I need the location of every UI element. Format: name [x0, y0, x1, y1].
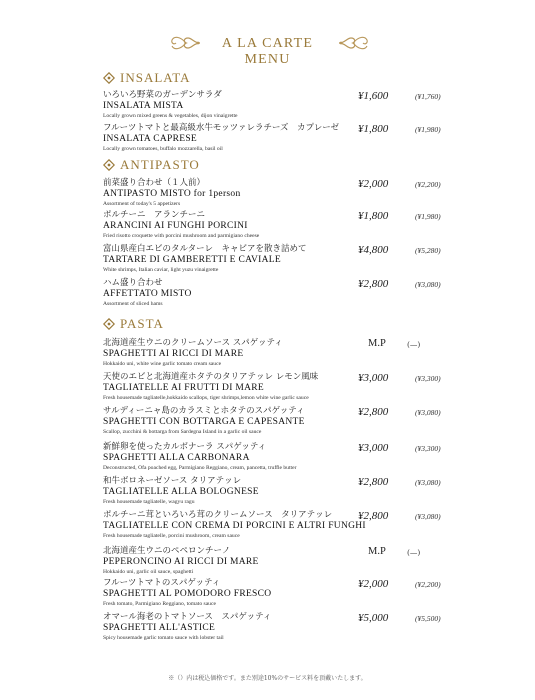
- item-name-japanese: ポルチーニ茸といろいろ茸のクリームソース タリアテッレ: [103, 510, 333, 520]
- item-price: ¥2,800: [358, 406, 389, 418]
- item-description: Fried risotto croquette with porcini mushroom and parmigiano cheese: [103, 233, 260, 239]
- market-price-tax: (—): [407, 548, 421, 557]
- item-description: Fresh housemade tagliatelle, porcini mushroom, cream sauce: [103, 533, 240, 539]
- item-name: TAGLIATELLE CON CREMA DI PORCINI E ALTRI FUNGHI: [103, 521, 366, 531]
- menu-item: [103, 612, 463, 642]
- item-description: Deconstructed, Ofa poached egg, Parmigiano Reggiano, cream, pancetta, truffle butter: [103, 465, 297, 471]
- item-price-with-tax: (¥3,300): [415, 444, 441, 453]
- menu-item: [103, 510, 463, 540]
- item-name-japanese: オマール海老のトマトソース スパゲッティ: [103, 612, 272, 622]
- item-name-japanese: 前菜盛り合わせ（１人前）: [103, 178, 206, 188]
- page-title: A LA CARTE MENU: [221, 36, 314, 67]
- item-price-with-tax: (¥3,080): [415, 408, 441, 417]
- menu-item: [103, 178, 463, 208]
- item-name: TARTARE DI GAMBERETTI E CAVIALE: [103, 255, 282, 265]
- menu-item: [103, 338, 463, 368]
- item-price: ¥5,000: [358, 612, 389, 624]
- item-description: Locally grown tomatoes, buffalo mozzarella, basil oil: [103, 146, 223, 152]
- item-description: Hokkaido uni, garlic oil sauce, spaghetti: [103, 569, 194, 575]
- item-name-japanese: 天使のエビと北海道産ホタテのタリアテッレ レモン風味: [103, 372, 319, 382]
- item-name: SPAGHETTI ALLA CARBONARA: [103, 453, 250, 463]
- section-title: PASTA: [120, 316, 164, 331]
- item-name-japanese: 北海道産生ウニのペペロンチーノ: [103, 546, 231, 556]
- item-name: SPAGHETTI AI RICCI DI MARE: [103, 349, 244, 359]
- item-name-japanese: 富山県産白エビのタルターレ キャビアを散き詰めて: [103, 244, 307, 254]
- item-price: ¥4,800: [358, 244, 389, 256]
- item-price: ¥2,000: [358, 178, 389, 190]
- item-price: ¥2,800: [358, 278, 389, 290]
- menu-item: [103, 244, 463, 274]
- item-price-with-tax: (¥5,280): [415, 246, 441, 255]
- item-price: ¥3,000: [358, 372, 389, 384]
- menu-item: [103, 406, 463, 436]
- menu-item: [103, 123, 463, 153]
- item-name-japanese: フルーツトマトと最高級水牛モッツァレラチーズ カプレーゼ: [103, 123, 340, 133]
- item-name: AFFETTATO MISTO: [103, 289, 192, 299]
- item-name: SPAGHETTI ALL'ASTICE: [103, 623, 216, 633]
- item-name: ARANCINI AI FUNGHI PORCINI: [103, 221, 248, 231]
- item-price-with-tax: (¥5,500): [415, 614, 441, 623]
- item-description: White shrimps, Italian caviar, light yuzu vinaigrette: [103, 267, 219, 273]
- item-name-japanese: 北海道産生ウニのクリームソース スパゲッティ: [103, 338, 283, 348]
- item-name: INSALATA CAPRESE: [103, 134, 198, 144]
- item-price: ¥1,600: [358, 90, 389, 102]
- menu-item: [103, 372, 463, 402]
- item-name: SPAGHETTI CON BOTTARGA E CAPESANTE: [103, 417, 305, 427]
- item-name: SPAGHETTI AL POMODORO FRESCO: [103, 589, 272, 599]
- item-name: INSALATA MISTA: [103, 101, 184, 111]
- item-name-japanese: 新鮮卵を使ったカルボナーラ スパゲッティ: [103, 442, 267, 452]
- item-name-japanese: 和牛ボロネーゼソース タリアテッレ: [103, 476, 242, 486]
- item-price-with-tax: (¥1,980): [415, 212, 441, 221]
- diamond-ornament-icon: [103, 318, 115, 330]
- section-title: INSALATA: [120, 70, 191, 85]
- menu-item: [103, 278, 463, 308]
- right-ornament-icon: [337, 32, 371, 54]
- item-description: Scallop, zucchini & bottarga from Sardegna Island in a garlic oil sauce: [103, 429, 262, 435]
- item-name-japanese: サルディーニャ島のカラスミとホタテのスパゲッティ: [103, 406, 305, 416]
- market-price-tax: (—): [407, 340, 421, 349]
- section-title: ANTIPASTO: [120, 157, 200, 172]
- item-description: Hokkaido uni, white wine garlic tomato cream sauce: [103, 361, 222, 367]
- item-name-japanese: フルーツトマトのスパゲッティ: [103, 578, 221, 588]
- item-description: Fresh tomato, Parmigiano Reggiano, tomato sauce: [103, 601, 216, 607]
- item-price-with-tax: (¥1,760): [415, 92, 441, 101]
- item-price-with-tax: (¥3,300): [415, 374, 441, 383]
- diamond-ornament-icon: [103, 72, 115, 84]
- item-description: Assortment of today's 5 appetizers: [103, 201, 181, 207]
- item-price-with-tax: (¥2,200): [415, 580, 441, 589]
- menu-item: [103, 442, 463, 472]
- item-description: Fresh housemade tagliatelle,hokkaido scallops, tiger shrimps,lemon white wine garlic sauce: [103, 395, 309, 401]
- item-price: ¥2,800: [358, 510, 389, 522]
- menu-item: [103, 578, 463, 608]
- item-description: Spicy housemade garlic tomato sauce with lobster tail: [103, 635, 224, 641]
- item-price: ¥1,800: [358, 210, 389, 222]
- item-price: ¥2,800: [358, 476, 389, 488]
- item-price: ¥3,000: [358, 442, 389, 454]
- item-price: ¥1,800: [358, 123, 389, 135]
- item-price-with-tax: (¥1,980): [415, 125, 441, 134]
- item-price: ¥2,000: [358, 578, 389, 590]
- item-description: Assortment of sliced hams: [103, 301, 163, 307]
- item-price-with-tax: (¥3,080): [415, 512, 441, 521]
- menu-item: [103, 90, 463, 120]
- item-name: ANTIPASTO MISTO for 1person: [103, 189, 241, 199]
- market-price-label: M.P: [368, 546, 386, 557]
- item-name-japanese: ハム盛り合わせ: [103, 278, 163, 288]
- diamond-ornament-icon: [103, 159, 115, 171]
- item-description: Fresh housemade tagliatelle, wagyu ragu: [103, 499, 195, 505]
- menu-item: [103, 210, 463, 240]
- item-price-with-tax: (¥3,080): [415, 478, 441, 487]
- menu-header: [0, 30, 535, 67]
- left-ornament-icon: [168, 32, 202, 54]
- item-price-with-tax: (¥3,080): [415, 280, 441, 289]
- menu-item: [103, 476, 463, 506]
- item-name: TAGLIATELLE AI FRUTTI DI MARE: [103, 383, 264, 393]
- market-price-label: M.P: [368, 338, 386, 349]
- item-name: PEPERONCINO AI RICCI DI MARE: [103, 557, 259, 567]
- item-price-with-tax: (¥2,200): [415, 180, 441, 189]
- item-name-japanese: いろいろ野菜のガーデンサラダ: [103, 90, 222, 100]
- tax-service-footnote: ※（）内は税込価格です。また別途10%のサービス料を頂戴いたします。: [168, 675, 367, 682]
- menu-item: [103, 546, 463, 576]
- item-name-japanese: ポルチーニ アランチーニ: [103, 210, 206, 220]
- item-description: Locally grown mixed greens & vegetables, dijon vinaigrette: [103, 113, 238, 119]
- item-name: TAGLIATELLE ALLA BOLOGNESE: [103, 487, 259, 497]
